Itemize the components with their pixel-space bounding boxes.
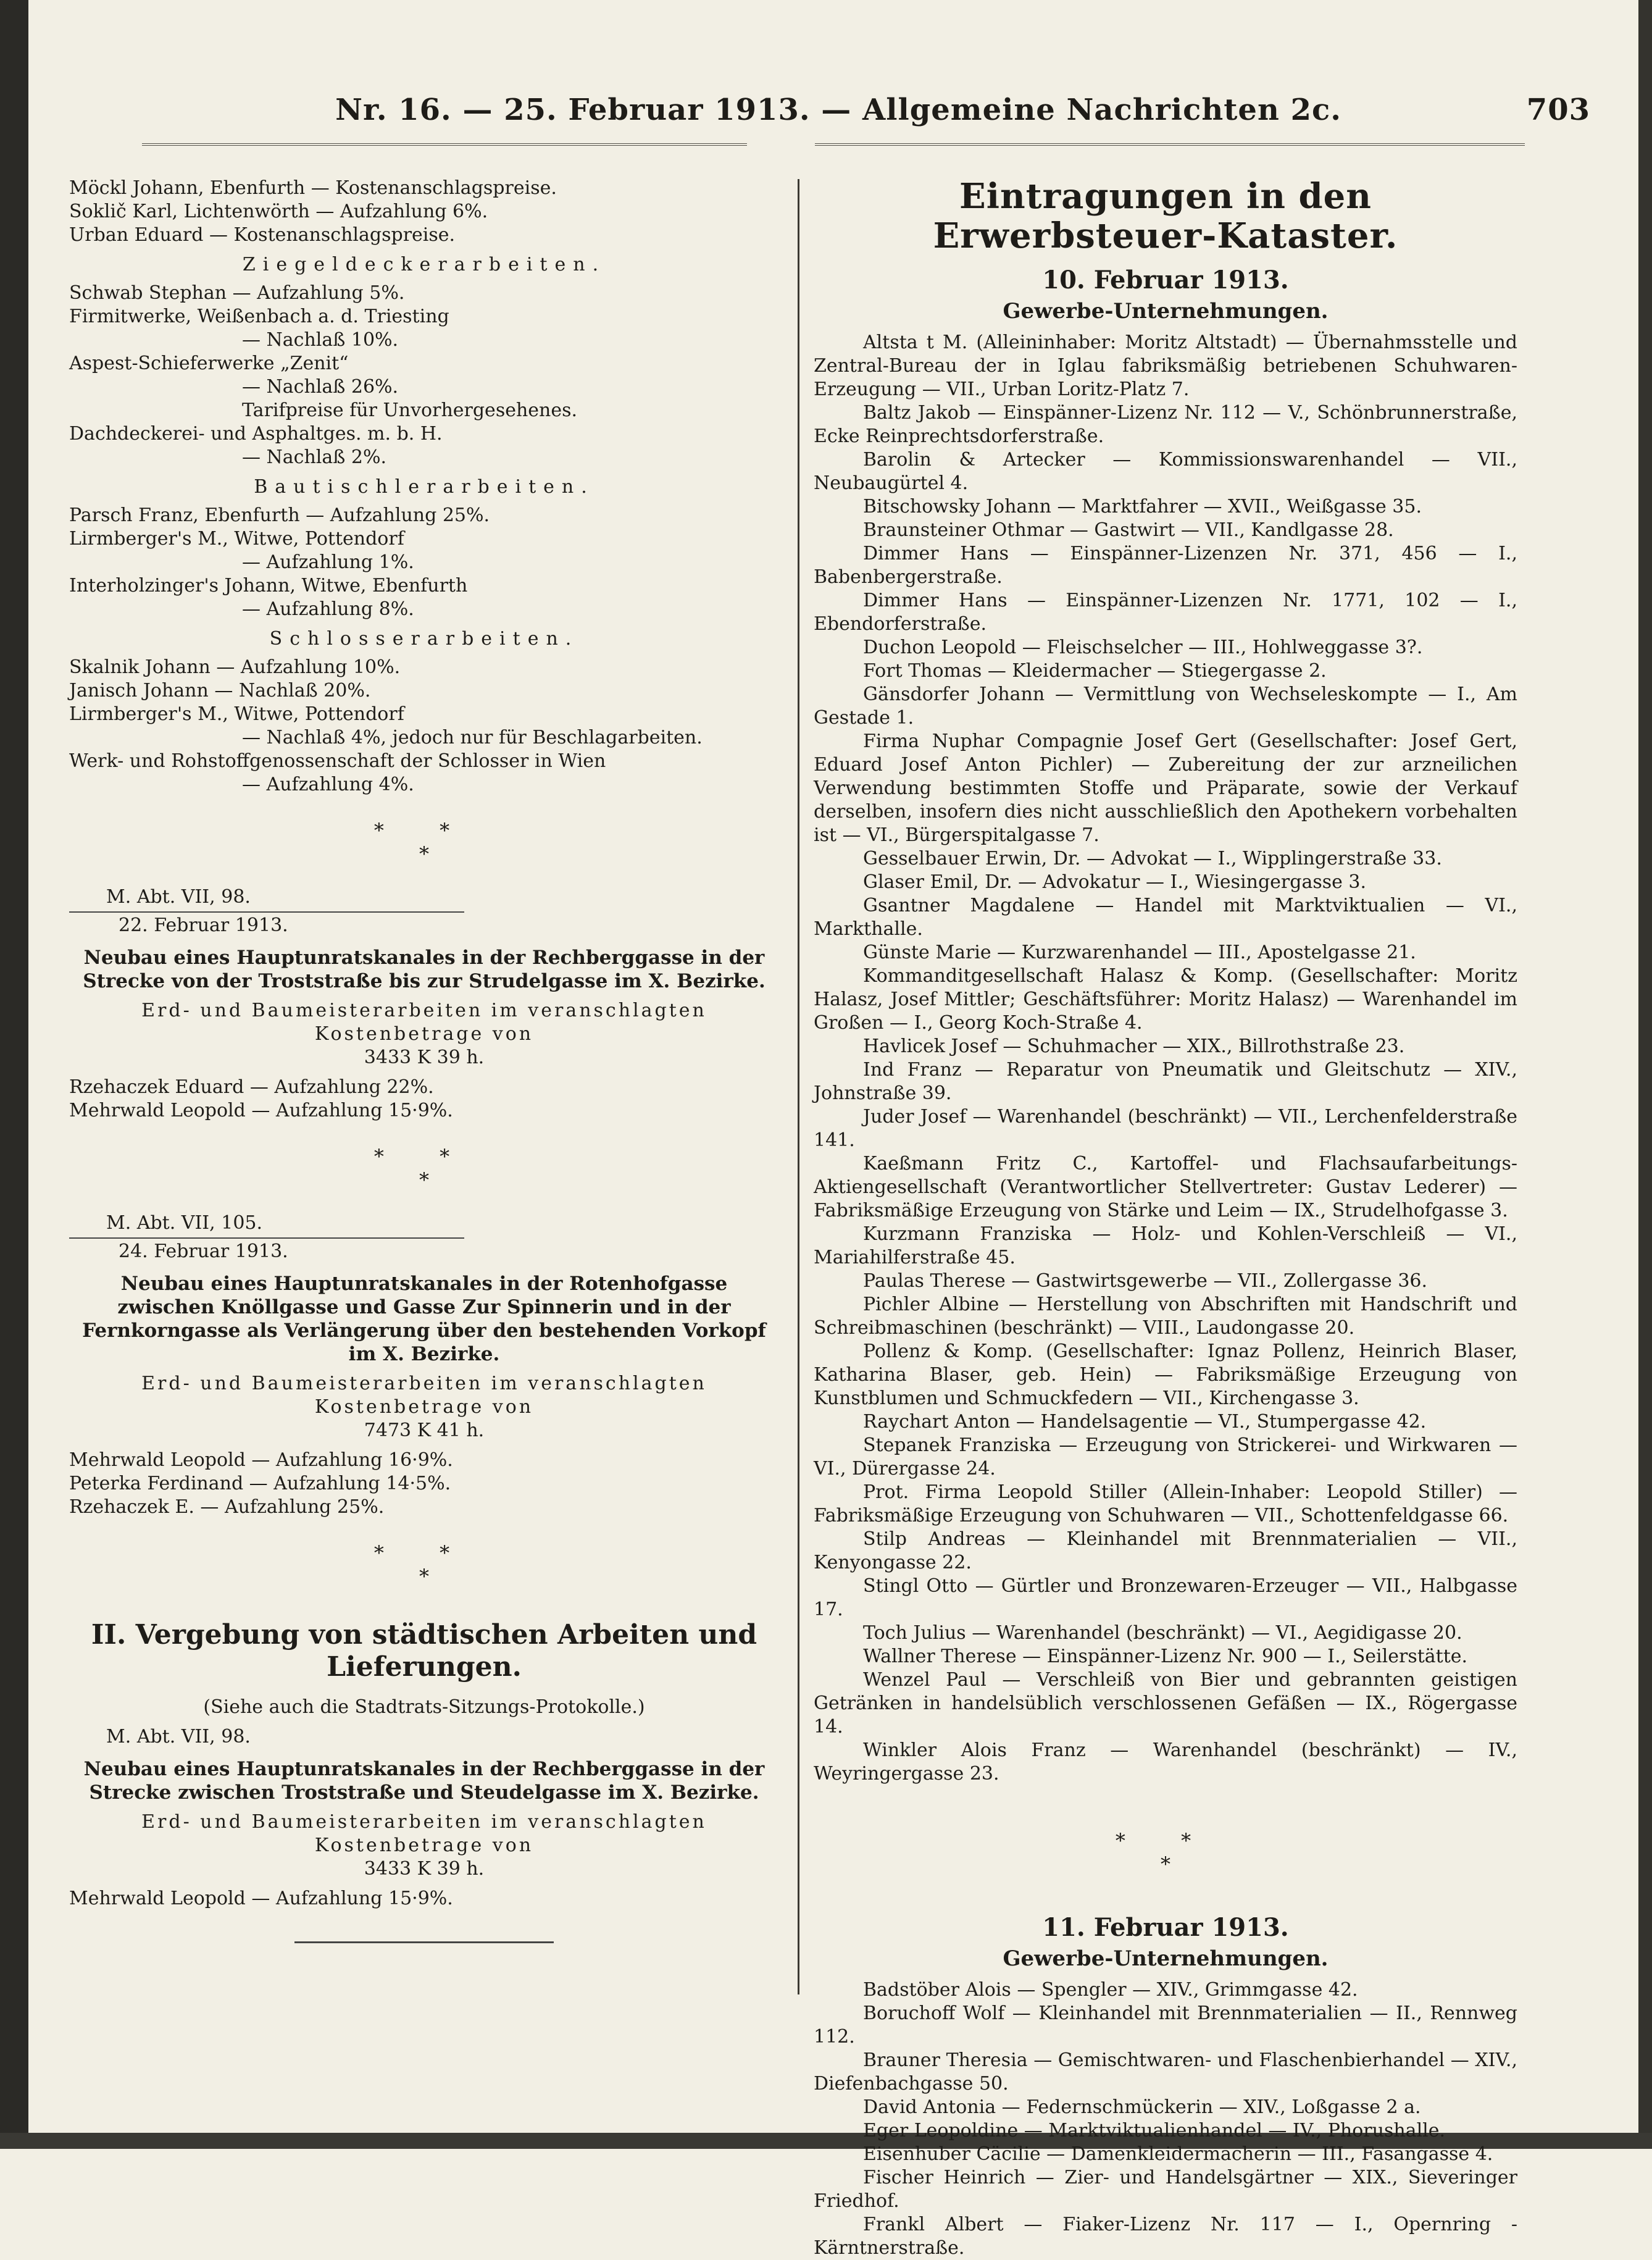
list-item: Werk- und Rohstoffgenossenschaft der Schlosser in Wien [69, 750, 606, 772]
list-item: Boruchoff Wolf — Kleinhandel mit Brennmaterialien — II., Rennweg 112. [814, 2003, 1517, 2048]
register-entries [814, 331, 1517, 1786]
list-item: Parsch Franz, Ebenfurth — Aufzahlung 25%. [69, 504, 490, 526]
list-item: Braunsteiner Othmar — Gastwirt — VII., Kandlgasse 28. [863, 519, 1394, 541]
list-item: Bitschowsky Johann — Marktfahrer — XVII., Weißgasse 35. [863, 496, 1422, 517]
list-item: Altsta t M. (Alleininhaber: Moritz Altstadt) — Übernahmsstelle und Zentral-Bureau der in Iglau fabriksmäßig betriebenen Schuhwaren-Erzeugung — VII., Urban Loritz-Platz 7. [814, 332, 1517, 400]
list-item: Aspest-Schieferwerke „Zenit“ [69, 353, 349, 374]
list-item: Wenzel Paul — Verschleiß von Bier und gebrannten geistigen Getränken in handelsüblich verschlossenen Gefäßen — IX., Rögergasse 14. [814, 1669, 1517, 1738]
page-title: Eintragungen in den Erwerbsteuer-Kataster. [933, 176, 1398, 256]
list-item: Rzehaczek E. — Aufzahlung 25%. [69, 1496, 385, 1518]
list-item: Eisenhuber Cäcilie — Damenkleidermacherin — III., Fasangasse 4. [863, 2143, 1493, 2165]
list-item: Glaser Emil, Dr. — Advokatur — I., Wiesingergasse 3. [863, 871, 1367, 893]
list-item: — Aufzahlung 4%. [242, 774, 414, 795]
list-item: Fischer Heinrich — Zier- und Handelsgärtner — XIX., Sieveringer Friedhof. [814, 2167, 1517, 2212]
list-item: Toch Julius — Warenhandel (beschränkt) — VI., Aegidigasse 20. [863, 1622, 1462, 1644]
list-item: Eger Leopoldine — Marktviktualienhandel — IV., Phorushalle. [863, 2120, 1446, 2141]
list-item: Skalnik Johann — Aufzahlung 10%. [69, 656, 401, 678]
list-item: Peterka Ferdinand — Aufzahlung 14·5%. [69, 1473, 451, 1494]
end-rule [294, 1941, 554, 1943]
list-item: Gänsdorfer Johann — Vermittlung von Wechseleskompte — I., Am Gestade 1. [814, 684, 1517, 729]
list-item: Fort Thomas — Kleidermacher — Stiegergasse 2. [863, 660, 1327, 682]
list-item: Gesselbauer Erwin, Dr. — Advokat — I., Wipplingerstraße 33. [863, 848, 1442, 869]
list-item: Firma Nuphar Compagnie Josef Gert (Gesellschafter: Josef Gert, Eduard Josef Anton Pichler) — Zubereitung der zur arzneilichen Verwendung bestimmten Stoffe und Präparate, sowie der Verkauf derselben, insofern dies nicht ausschließlich den Apothekern vorbehalten ist — VI., Bürgerspitalgasse 7. [814, 730, 1517, 846]
list-item: Stingl Otto — Gürtler und Bronzewaren-Erzeuger — VII., Halbgasse 17. [814, 1575, 1517, 1620]
list-item: — Aufzahlung 1%. [242, 551, 414, 573]
list-item: Dimmer Hans — Einspänner-Lizenzen Nr. 1771, 102 — I., Ebendorferstraße. [814, 590, 1517, 635]
list-item: Frankl Albert — Fiaker-Lizenz Nr. 117 — I., Opernring - Kärntnerstraße. [814, 2214, 1517, 2259]
list-item: — Nachlaß 26%. [242, 376, 399, 398]
header-rule-left [142, 143, 747, 146]
list-item: Juder Josef — Warenhandel (beschränkt) — VII., Lerchenfelderstraße 141. [814, 1106, 1517, 1151]
list-item: Gsantner Magdalene — Handel mit Marktviktualien — VI., Markthalle. [814, 895, 1517, 940]
amount: 7473 K 41 h. [364, 1420, 485, 1441]
list-item: Firmitwerke, Weißenbach a. d. Triesting [69, 306, 449, 327]
amount: 3433 K 39 h. [364, 1858, 485, 1880]
list-item: Tarifpreise für Unvorhergesehenes. [242, 400, 578, 421]
list-item: Günste Marie — Kurzwarenhandel — III., Apostelgasse 21. [863, 942, 1416, 963]
date-line: 24. Februar 1913. [69, 1237, 464, 1263]
list-item: — Aufzahlung 8%. [242, 598, 414, 620]
list-item: Interholzinger's Johann, Witwe, Ebenfurth [69, 575, 468, 596]
list-item: Baltz Jakob — Einspänner-Lizenz Nr. 112 — V., Schönbrunnerstraße, Ecke Reinprechtsdorferstraße. [814, 402, 1517, 447]
list-item: — Nachlaß 10%. [242, 329, 399, 351]
list-item: Mehrwald Leopold — Aufzahlung 15·9%. [69, 1100, 453, 1121]
list-item: Lirmberger's M., Witwe, Pottendorf [69, 703, 404, 725]
list-item: Havlicek Josef — Schuhmacher — XIX., Billrothstraße 23. [863, 1036, 1405, 1057]
list-item: Wallner Therese — Einspänner-Lizenz Nr. 900 — I., Seilerstätte. [863, 1646, 1468, 1667]
page-number: 703 [1526, 93, 1590, 127]
reference-number: M. Abt. VII, 98. [106, 886, 251, 908]
section-heading: Schlosserarbeiten. [269, 628, 579, 650]
date-heading: 10. Februar 1913. [1042, 266, 1289, 295]
separator-stars: * * * [373, 819, 475, 866]
list-item: Stepanek Franziska — Erzeugung von Strickerei- und Wirkwaren — VI., Dürergasse 24. [814, 1434, 1517, 1479]
list-item: Paulas Therese — Gastwirtsgewerbe — VII., Zollergasse 36. [863, 1270, 1428, 1292]
work-description: Erd- und Baumeisterarbeiten im veranschlagten Kostenbetrage von [141, 1373, 707, 1418]
list-item: Pichler Albine — Herstellung von Abschriften mit Handschrift und Schreibmaschinen (beschränkt) — VIII., Laudongasse 20. [814, 1294, 1517, 1339]
work-description: Erd- und Baumeisterarbeiten im veranschlagten Kostenbetrage von [141, 1811, 707, 1856]
section-title: II. Vergebung von städtischen Arbeiten und Lieferungen. [91, 1619, 757, 1683]
block-title: Neubau eines Hauptunratskanales in der Rotenhofgasse zwischen Knöllgasse und Gasse Zur Spinnerin und in der Fernkorngasse als Verlängerung über den bestehenden Vorkopf im X. Bezirke. [82, 1273, 766, 1365]
list-item: Stilp Andreas — Kleinhandel mit Brennmaterialien — VII., Kenyongasse 22. [814, 1528, 1517, 1573]
section-note: (Siehe auch die Stadtrats-Sitzungs-Protokolle.) [203, 1696, 645, 1718]
top-entries [69, 177, 779, 247]
scan-edge-right [1638, 0, 1652, 2149]
right-column [814, 177, 1517, 2260]
list-item: Ind Franz — Reparatur von Pneumatik und Gleitschutz — XIV., Johnstraße 39. [814, 1059, 1517, 1104]
list-item: Dachdeckerei- und Asphaltges. m. b. H. [69, 423, 443, 445]
block-title: Neubau eines Hauptunratskanales in der Rechberggasse in der Strecke zwischen Troststraße und Steudelgasse im X. Bezirke. [83, 1758, 765, 1804]
list-item: Pollenz & Komp. (Gesellschafter: Ignaz Pollenz, Heinrich Blaser, Katharina Blaser, geb. Hein) — Fabriksmäßige Erzeugung von Kunstblumen und Schmuckfedern — VII., Kirchengasse 3. [814, 1341, 1517, 1409]
separator-stars: * * * [1115, 1829, 1216, 1876]
list-item: Brauner Theresia — Gemischtwaren- und Flaschenbierhandel — XIV., Diefenbachgasse 50. [814, 2049, 1517, 2095]
list-item: Winkler Alois Franz — Warenhandel (beschränkt) — IV., Weyringergasse 23. [814, 1739, 1517, 1785]
list-item: Schwab Stephan — Aufzahlung 5%. [69, 282, 405, 304]
list-item: — Nachlaß 2%. [242, 446, 386, 468]
amount: 3433 K 39 h. [364, 1047, 485, 1068]
column-divider [798, 179, 799, 1994]
left-column [69, 177, 779, 1943]
date-heading: 11. Februar 1913. [1042, 1913, 1289, 1942]
subheading: Gewerbe-Unternehmungen. [1003, 1946, 1329, 1971]
header-rule-right [815, 143, 1525, 146]
running-title: Nr. 16. — 25. Februar 1913. — Allgemeine Nachrichten 2c. [335, 93, 1341, 127]
list-item: Barolin & Artecker — Kommissionswarenhandel — VII., Neubaugürtel 4. [814, 449, 1517, 494]
list-item: Urban Eduard — Kostenanschlagspreise. [69, 224, 456, 246]
reference-number: M. Abt. VII, 98. [106, 1726, 251, 1747]
separator-stars: * * * [373, 1541, 475, 1588]
date-line: 22. Februar 1913. [69, 911, 464, 937]
list-item: Möckl Johann, Ebenfurth — Kostenanschlagspreise. [69, 177, 557, 199]
list-item: Janisch Johann — Nachlaß 20%. [69, 680, 371, 701]
subheading: Gewerbe-Unternehmungen. [1003, 299, 1329, 324]
list-item: Duchon Leopold — Fleischselcher — III., Hohlweggasse 3?. [863, 637, 1423, 658]
block-title: Neubau eines Hauptunratskanales in der Rechberggasse in der Strecke von der Troststraße bis zur Strudelgasse im X. Bezirke. [83, 947, 766, 992]
list-item: Rzehaczek Eduard — Aufzahlung 22%. [69, 1076, 434, 1098]
section-heading: Ziegeldeckerarbeiten. [242, 254, 606, 275]
list-item: Mehrwald Leopold — Aufzahlung 16·9%. [69, 1449, 453, 1471]
list-item: Mehrwald Leopold — Aufzahlung 15·9%. [69, 1888, 453, 1909]
work-description: Erd- und Baumeisterarbeiten im veranschlagten Kostenbetrage von [141, 1000, 707, 1045]
list-item: David Antonia — Federnschmückerin — XIV., Loßgasse 2 a. [863, 2096, 1421, 2118]
list-item: Kaeßmann Fritz C., Kartoffel- und Flachsaufarbeitungs-Aktiengesellschaft (Verantwortlicher Stellvertreter: Gustav Lederer) — Fabriksmäßige Erzeugung von Stärke und Leim — IX., Strudelhofgasse 3. [814, 1153, 1517, 1221]
scan-edge-left [0, 0, 28, 2149]
list-item: Dimmer Hans — Einspänner-Lizenzen Nr. 371, 456 — I., Babenbergerstraße. [814, 543, 1517, 588]
list-item: Badstöber Alois — Spengler — XIV., Grimmgasse 42. [863, 1979, 1358, 2001]
list-item: Kommanditgesellschaft Halasz & Komp. (Gesellschafter: Moritz Halasz, Josef Mittler; Geschäftsführer: Moritz Halasz) — Warenhandel im Großen — I., Georg Koch-Straße 4. [814, 965, 1517, 1034]
separator-stars: * * * [373, 1145, 475, 1192]
list-item: Kurzmann Franziska — Holz- und Kohlen-Verschleiß — VI., Mariahilferstraße 45. [814, 1223, 1517, 1268]
list-item: — Nachlaß 4%, jedoch nur für Beschlagarbeiten. [242, 727, 703, 748]
list-item: Raychart Anton — Handelsagentie — VI., Stumpergasse 42. [863, 1411, 1427, 1433]
running-header [74, 93, 1603, 142]
list-item: Lirmberger's M., Witwe, Pottendorf [69, 528, 404, 550]
section-heading: Bautischlerarbeiten. [254, 476, 594, 498]
list-item: Soklič Karl, Lichtenwörth — Aufzahlung 6%. [69, 201, 488, 222]
register-entries [814, 1978, 1517, 2260]
reference-number: M. Abt. VII, 105. [106, 1212, 263, 1234]
list-item: Prot. Firma Leopold Stiller (Allein-Inhaber: Leopold Stiller) — Fabriksmäßige Erzeugung von Schuhwaren — VII., Schottenfeldgasse 66. [814, 1481, 1517, 1526]
